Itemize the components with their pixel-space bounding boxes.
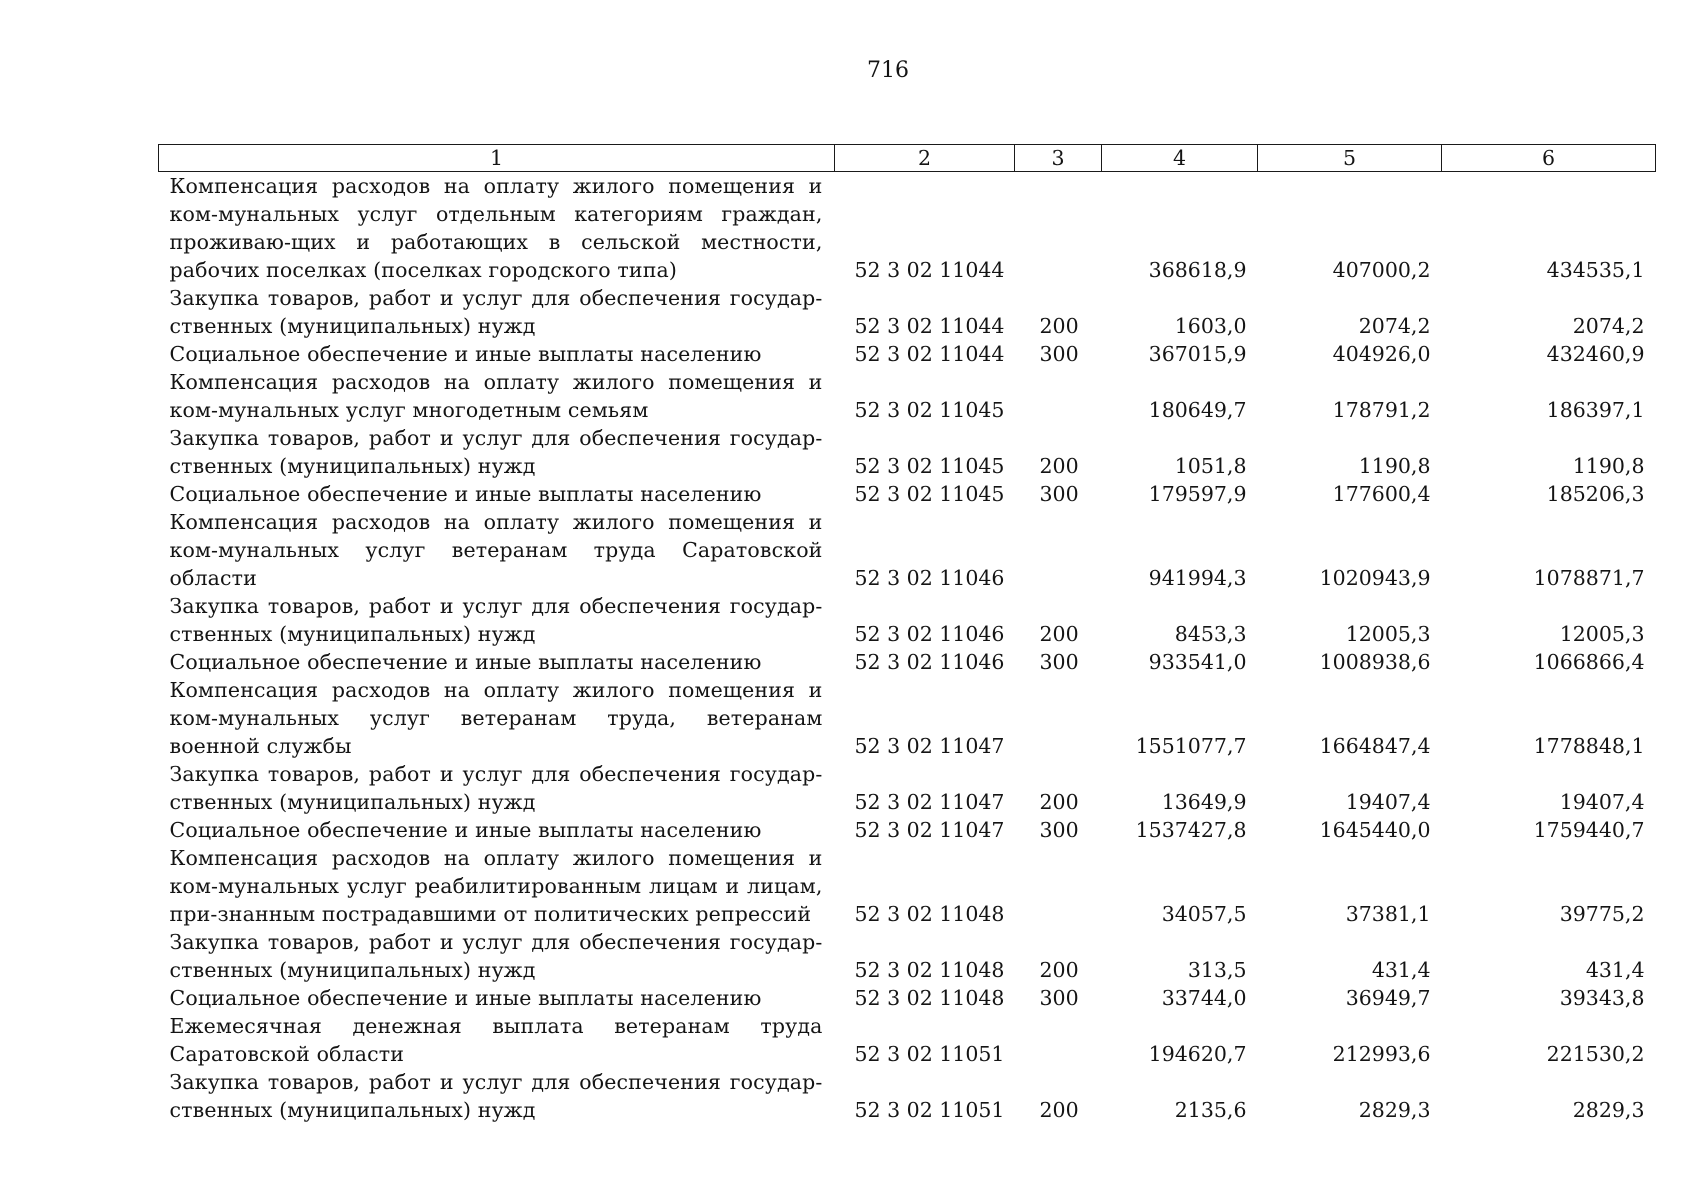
row-description: Закупка товаров, работ и услуг для обеспечения государ-ственных (муниципальных) нужд <box>169 930 823 982</box>
row-target-code: 52 3 02 11044 <box>854 342 1005 366</box>
table-row <box>159 984 1656 1012</box>
table-row <box>159 760 1656 816</box>
row-target-code: 52 3 02 11047 <box>854 734 1005 758</box>
row-expense-type: 300 <box>1039 818 1079 842</box>
row-amount-col6: 434535,1 <box>1546 258 1645 282</box>
budget-table <box>158 144 1656 1124</box>
row-amount-col4: 367015,9 <box>1148 342 1247 366</box>
row-description: Компенсация расходов на оплату жилого помещения и ком-мунальных услуг ветеранам труда, ветеранам военной службы <box>169 678 823 758</box>
row-amount-col5: 19407,4 <box>1345 790 1431 814</box>
row-amount-col4: 1537427,8 <box>1135 818 1247 842</box>
row-amount-col6: 221530,2 <box>1546 1042 1645 1066</box>
row-amount-col6: 1078871,7 <box>1533 566 1645 590</box>
table-row <box>159 1012 1656 1068</box>
row-amount-col4: 1603,0 <box>1174 314 1247 338</box>
row-expense-type: 200 <box>1039 622 1079 646</box>
column-header-3: 3 <box>1015 145 1102 172</box>
row-amount-col5: 37381,1 <box>1345 902 1431 926</box>
table-row <box>159 340 1656 368</box>
row-amount-col4: 34057,5 <box>1161 902 1247 926</box>
row-expense-type: 300 <box>1039 650 1079 674</box>
table-row <box>159 676 1656 760</box>
row-amount-col5: 2829,3 <box>1358 1098 1431 1122</box>
column-header-2: 2 <box>835 145 1015 172</box>
row-amount-col6: 2074,2 <box>1572 314 1645 338</box>
row-target-code: 52 3 02 11048 <box>854 958 1005 982</box>
row-expense-type <box>1015 172 1102 285</box>
row-target-code: 52 3 02 11051 <box>854 1042 1005 1066</box>
row-description: Социальное обеспечение и иные выплаты населению <box>169 818 762 842</box>
row-amount-col5: 36949,7 <box>1345 986 1431 1010</box>
row-description: Закупка товаров, работ и услуг для обеспечения государ-ственных (муниципальных) нужд <box>169 1070 823 1122</box>
row-description: Компенсация расходов на оплату жилого помещения и ком-мунальных услуг ветеранам труда Саратовской области <box>169 510 823 590</box>
column-header-1: 1 <box>159 145 835 172</box>
row-amount-col4: 33744,0 <box>1161 986 1247 1010</box>
row-amount-col5: 1645440,0 <box>1319 818 1431 842</box>
row-description: Социальное обеспечение и иные выплаты населению <box>169 482 762 506</box>
column-header-5: 5 <box>1258 145 1442 172</box>
page-number: 716 <box>867 58 909 83</box>
row-amount-col5: 1190,8 <box>1358 454 1431 478</box>
row-description: Компенсация расходов на оплату жилого помещения и ком-мунальных услуг реабилитированным лицам и лицам, при-знанным пострадавшими от политических репрессий <box>169 846 823 926</box>
row-amount-col5: 12005,3 <box>1345 622 1431 646</box>
row-target-code: 52 3 02 11045 <box>854 482 1005 506</box>
table-body <box>159 172 1656 1125</box>
row-amount-col6: 185206,3 <box>1546 482 1645 506</box>
row-description: Закупка товаров, работ и услуг для обеспечения государ-ственных (муниципальных) нужд <box>169 762 823 814</box>
table-row <box>159 172 1656 285</box>
row-amount-col4: 2135,6 <box>1174 1098 1247 1122</box>
row-target-code: 52 3 02 11044 <box>854 258 1005 282</box>
row-amount-col5: 431,4 <box>1371 958 1431 982</box>
table-row <box>159 592 1656 648</box>
row-amount-col6: 39343,8 <box>1559 986 1645 1010</box>
row-description: Компенсация расходов на оплату жилого помещения и ком-мунальных услуг отдельным категориям граждан, проживаю-щих и работающих в сельской местности, рабочих поселках (поселках городского типа) <box>169 174 823 282</box>
row-amount-col4: 180649,7 <box>1148 398 1247 422</box>
row-amount-col5: 212993,6 <box>1332 1042 1431 1066</box>
row-target-code: 52 3 02 11044 <box>854 314 1005 338</box>
row-amount-col6: 1190,8 <box>1572 454 1645 478</box>
row-expense-type: 300 <box>1039 986 1079 1010</box>
row-description: Социальное обеспечение и иные выплаты населению <box>169 650 762 674</box>
row-amount-col6: 12005,3 <box>1559 622 1645 646</box>
row-target-code: 52 3 02 11048 <box>854 902 1005 926</box>
row-description: Закупка товаров, работ и услуг для обеспечения государ-ственных (муниципальных) нужд <box>169 286 823 338</box>
row-expense-type: 200 <box>1039 1098 1079 1122</box>
row-target-code: 52 3 02 11046 <box>854 566 1005 590</box>
row-amount-col6: 1759440,7 <box>1533 818 1645 842</box>
row-expense-type: 300 <box>1039 342 1079 366</box>
row-amount-col5: 1008938,6 <box>1319 650 1431 674</box>
row-description: Компенсация расходов на оплату жилого помещения и ком-мунальных услуг многодетным семьям <box>169 370 823 422</box>
row-amount-col4: 1051,8 <box>1174 454 1247 478</box>
row-amount-col5: 177600,4 <box>1332 482 1431 506</box>
row-amount-col6: 1066866,4 <box>1533 650 1645 674</box>
row-target-code: 52 3 02 11048 <box>854 986 1005 1010</box>
table-row <box>159 844 1656 928</box>
row-amount-col5: 404926,0 <box>1332 342 1431 366</box>
row-description: Закупка товаров, работ и услуг для обеспечения государ-ственных (муниципальных) нужд <box>169 594 823 646</box>
column-header-6: 6 <box>1442 145 1656 172</box>
row-expense-type <box>1015 676 1102 760</box>
row-amount-col4: 933541,0 <box>1148 650 1247 674</box>
row-target-code: 52 3 02 11051 <box>854 1098 1005 1122</box>
row-target-code: 52 3 02 11045 <box>854 398 1005 422</box>
table-row <box>159 284 1656 340</box>
row-expense-type <box>1015 368 1102 424</box>
row-amount-col5: 1664847,4 <box>1319 734 1431 758</box>
row-expense-type: 200 <box>1039 958 1079 982</box>
row-amount-col6: 1778848,1 <box>1533 734 1645 758</box>
row-description: Социальное обеспечение и иные выплаты населению <box>169 986 762 1010</box>
row-description: Закупка товаров, работ и услуг для обеспечения государ-ственных (муниципальных) нужд <box>169 426 823 478</box>
row-amount-col5: 178791,2 <box>1332 398 1431 422</box>
row-amount-col6: 39775,2 <box>1559 902 1645 926</box>
row-expense-type: 200 <box>1039 314 1079 338</box>
row-description: Ежемесячная денежная выплата ветеранам труда Саратовской области <box>169 1014 823 1066</box>
row-expense-type: 300 <box>1039 482 1079 506</box>
row-description: Социальное обеспечение и иные выплаты населению <box>169 342 762 366</box>
row-expense-type <box>1015 1012 1102 1068</box>
row-amount-col4: 194620,7 <box>1148 1042 1247 1066</box>
row-amount-col4: 941994,3 <box>1148 566 1247 590</box>
column-header-4: 4 <box>1102 145 1258 172</box>
table-row <box>159 1068 1656 1124</box>
table-header-row <box>159 145 1656 172</box>
row-amount-col6: 431,4 <box>1585 958 1645 982</box>
row-expense-type <box>1015 508 1102 592</box>
row-amount-col6: 432460,9 <box>1546 342 1645 366</box>
table-row <box>159 816 1656 844</box>
row-target-code: 52 3 02 11047 <box>854 790 1005 814</box>
row-amount-col5: 1020943,9 <box>1319 566 1431 590</box>
row-amount-col6: 186397,1 <box>1546 398 1645 422</box>
table-row <box>159 508 1656 592</box>
table-row <box>159 480 1656 508</box>
table-row <box>159 424 1656 480</box>
row-amount-col5: 2074,2 <box>1358 314 1431 338</box>
row-target-code: 52 3 02 11047 <box>854 818 1005 842</box>
row-expense-type: 200 <box>1039 454 1079 478</box>
row-expense-type <box>1015 844 1102 928</box>
row-amount-col6: 19407,4 <box>1559 790 1645 814</box>
row-target-code: 52 3 02 11046 <box>854 622 1005 646</box>
row-amount-col4: 1551077,7 <box>1135 734 1247 758</box>
row-amount-col4: 368618,9 <box>1148 258 1247 282</box>
row-amount-col4: 13649,9 <box>1161 790 1247 814</box>
row-amount-col5: 407000,2 <box>1332 258 1431 282</box>
row-target-code: 52 3 02 11045 <box>854 454 1005 478</box>
row-amount-col4: 8453,3 <box>1174 622 1247 646</box>
row-amount-col4: 179597,9 <box>1148 482 1247 506</box>
row-amount-col6: 2829,3 <box>1572 1098 1645 1122</box>
table-row <box>159 368 1656 424</box>
row-target-code: 52 3 02 11046 <box>854 650 1005 674</box>
row-amount-col4: 313,5 <box>1187 958 1247 982</box>
row-expense-type: 200 <box>1039 790 1079 814</box>
table-row <box>159 928 1656 984</box>
table-row <box>159 648 1656 676</box>
